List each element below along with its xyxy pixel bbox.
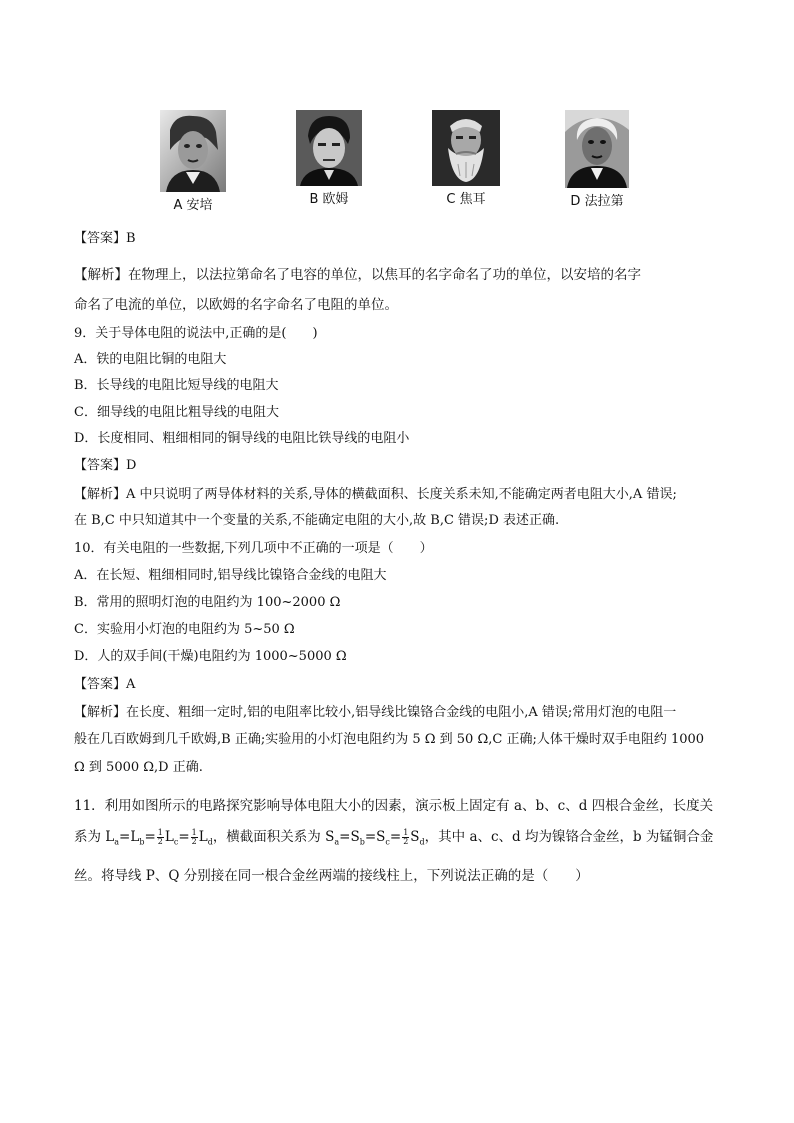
answer-9: 【答案】D: [74, 458, 137, 473]
area-relation-prefix: ，横截面积关系为 S: [212, 829, 335, 845]
portrait-ampere: [160, 110, 226, 213]
question-10-option-a: A．在长短、粗细相同时,铝导线比镍铬合金线的电阻大: [74, 568, 387, 583]
question-10-option-d: D．人的双手间(干燥)电阻约为 1000~5000 Ω: [74, 649, 347, 664]
faraday-photo: [565, 110, 629, 188]
question-10: 10．有关电阻的一些数据,下列几项中不正确的一项是（ ）: [74, 541, 433, 556]
joule-photo: [432, 110, 500, 186]
portrait-caption: B 欧姆: [309, 192, 349, 207]
question-9-option-c: C．细导线的电阻比粗导线的电阻大: [74, 405, 279, 420]
fraction-half: $\frac{1}{2}$: [403, 828, 409, 846]
ampere-photo: [160, 110, 226, 192]
portrait-joule: [432, 110, 500, 207]
length-relation-prefix: 系为 L: [74, 829, 115, 845]
question-11-line-3: 丝。将导线 P、Q 分别接在同一根合金丝两端的接线柱上，下列说法正确的是（ ）: [74, 868, 589, 884]
fraction-half: $\frac{1}{2}$: [157, 828, 163, 846]
portrait-caption: D 法拉第: [570, 194, 624, 209]
ohm-photo: [296, 110, 362, 186]
analysis-8-line-1: 【解析】在物理上，以法拉第命名了电容的单位，以焦耳的名字命名了功的单位，以安培的名字: [74, 267, 641, 283]
question-9-option-b: B．长导线的电阻比短导线的电阻大: [74, 378, 279, 393]
analysis-9-line-2: 在 B,C 中只知道其中一个变量的关系,不能确定电阻的大小,故 B,C 错误;D 表述正确.: [74, 513, 560, 528]
analysis-10-line-3: Ω 到 5000 Ω,D 正确.: [74, 760, 203, 775]
answer-8: 【答案】B: [74, 231, 136, 246]
analysis-10-line-1: 【解析】在长度、粗细一定时,铝的电阻率比较小,铝导线比镍铬合金线的电阻小,A 错误;常用灯泡的电阻一: [74, 705, 677, 720]
question-11-line-1: 11．利用如图所示的电路探究影响导体电阻大小的因素，演示板上固定有 a、b、c、d 四根合金丝，长度关: [74, 798, 714, 814]
portrait-ohm: [296, 110, 362, 207]
question-9: 9．关于导体电阻的说法中,正确的是( ): [74, 326, 318, 341]
analysis-8-line-2: 命名了电流的单位，以欧姆的名字命名了电阻的单位。: [74, 297, 398, 313]
analysis-9-line-1: 【解析】A 中只说明了两导体材料的关系,导体的横截面积、长度关系未知,不能确定两者电阻大小,A 错误;: [74, 487, 677, 502]
portrait-faraday: [565, 110, 629, 209]
question-9-option-a: A．铁的电阻比铜的电阻大: [74, 352, 227, 367]
portrait-caption: A 安培: [173, 198, 213, 213]
analysis-10-line-2: 般在几百欧姆到几千欧姆,B 正确;实验用的小灯泡电阻约为 5 Ω 到 50 Ω,C 正确;人体干燥时双手电阻约 1000: [74, 732, 705, 747]
fraction-half: $\frac{1}{2}$: [191, 828, 197, 846]
question-10-option-c: C．实验用小灯泡的电阻约为 5~50 Ω: [74, 622, 295, 637]
material-note: ，其中 a、c、d 均为镍铬合金丝，b 为锰铜合金: [424, 829, 714, 845]
portrait-caption: C 焦耳: [446, 192, 486, 207]
question-11-line-2: 系为 $L_a=L_b=$ $\frac{1}{2}$ $L_c=$ $\frac{1}{2}$ $L_d$，横截面积关系为 $S_a=S_b=S_c=$ $\frac{1}{2}$ $S_d$，其中 a、c、d 均为镍铬合金丝，b 为锰铜合金: [74, 828, 714, 847]
answer-10: 【答案】A: [74, 677, 136, 692]
question-9-option-d: D．长度相同、粗细相同的铜导线的电阻比铁导线的电阻小: [74, 431, 410, 446]
portrait-row: [0, 110, 794, 220]
question-10-option-b: B．常用的照明灯泡的电阻约为 100~2000 Ω: [74, 595, 341, 610]
